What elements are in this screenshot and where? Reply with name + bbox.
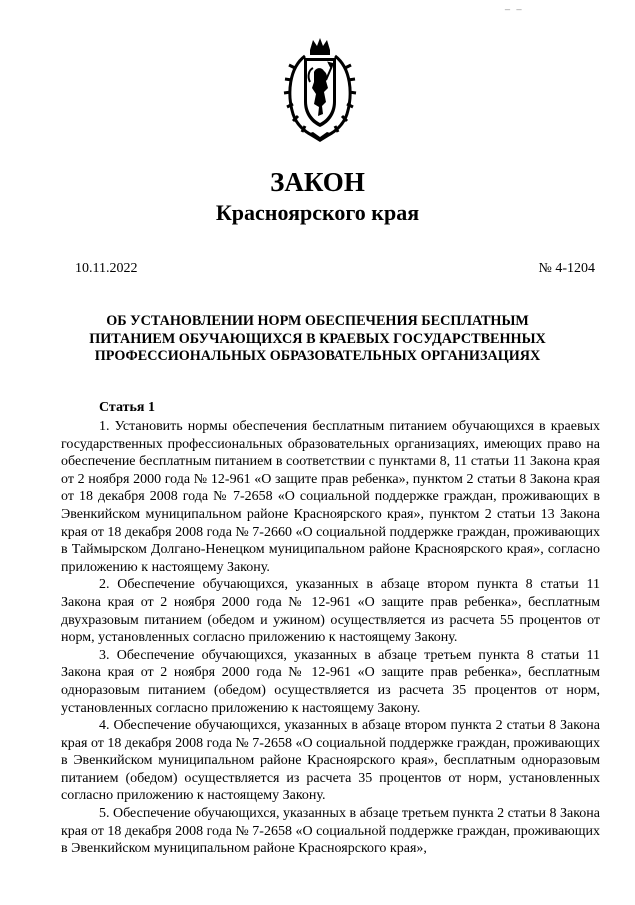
law-heading	[0, 313, 635, 366]
law-number: № 4-1204	[538, 261, 595, 276]
coat-of-arms-icon	[283, 36, 357, 146]
heading-line: ПРОФЕССИОНАЛЬНЫХ ОБРАЗОВАТЕЛЬНЫХ ОРГАНИЗАЦИЯХ	[94, 348, 541, 364]
article-title: Статья 1	[99, 400, 155, 415]
heading-line: ОБ УСТАНОВЛЕНИИ НОРМ ОБЕСПЕЧЕНИЯ БЕСПЛАТНЫМ	[106, 313, 529, 329]
law-date: 10.11.2022	[75, 261, 138, 276]
scan-mark: _ _	[505, 0, 524, 10]
paragraph: 5. Обеспечение обучающихся, указанных в абзаце третьем пункта 2 статьи 8 Закона края от 18 декабря 2008 года № 7-2658 «О социальной поддержке граждан, проживающих в Эвенкийском муниципальном районе Красноярского края»,	[61, 806, 600, 857]
heading-line: ПИТАНИЕМ ОБУЧАЮЩИХСЯ В КРАЕВЫХ ГОСУДАРСТВЕННЫХ	[89, 330, 546, 347]
paragraph: 2. Обеспечение обучающихся, указанных в абзаце втором пункта 8 статьи 11 Закона края от 2 ноября 2000 года № 12-961 «О защите прав ребенка», бесплатным двухразовым питанием (обедом и ужином) осуществляется из расчета 55 процентов от норм, установленных согласно приложению к настоящему Закону.	[61, 577, 600, 646]
paragraph: 4. Обеспечение обучающихся, указанных в абзаце втором пункта 2 статьи 8 Закона края от 18 декабря 2008 года № 7-2658 «О социальной поддержке граждан, проживающих в Эвенкийском муниципальном районе Красноярского края», бесплатным одноразовым питанием (обедом) осуществляется из расчета 35 процентов от норм, установленных согласно приложению к настоящему Закону.	[61, 718, 600, 804]
law-subtitle: Красноярского края	[215, 200, 420, 225]
paragraph: 1. Установить нормы обеспечения бесплатным питанием обучающихся в краевых государственных профессиональных образовательных организациях, имеющих право на обеспечение бесплатным питанием в соответствии с пунктами 8, 11 статьи 11 Закона края от 2 ноября 2000 года № 12-961 «О защите прав ребенка», пунктом 2 статьи 8 Закона края от 18 декабря 2008 года № 7-2658 «О социальной поддержке граждан, проживающих в Эвенкийском муниципальном районе Красноярского края», пунктом 2 статьи 13 Закона края от 18 декабря 2008 года № 7-2660 «О социальной поддержке граждан, проживающих в Таймырском Долгано-Ненецком муниципальном районе Красноярского края», согласно приложению к настоящему Закону.	[61, 419, 600, 575]
article-body	[61, 418, 600, 858]
law-title: ЗАКОН	[270, 167, 365, 197]
paragraph: 3. Обеспечение обучающихся, указанных в абзаце третьем пункта 8 статьи 11 Закона края от 2 ноября 2000 года № 12-961 «О защите прав ребенка», бесплатным одноразовым питанием (обедом) осуществляется из расчета 35 процентов от норм, установленных согласно приложению к настоящему Закону.	[61, 647, 600, 716]
